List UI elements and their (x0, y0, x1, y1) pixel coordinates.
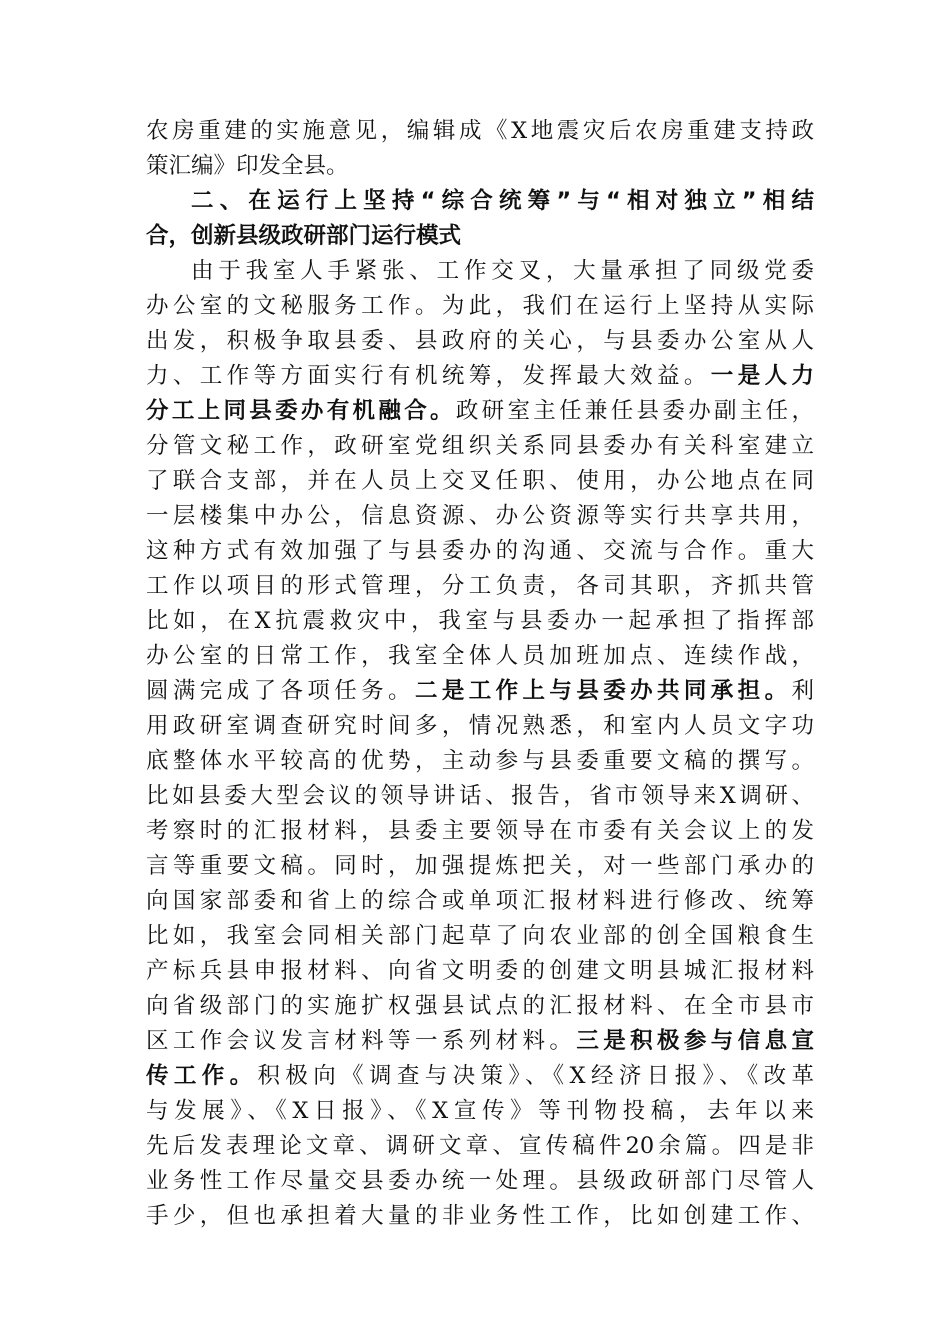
body-line: 比如，在X抗震救灾中，我室与县委办一起承担了指挥部 (146, 608, 814, 634)
body-line: 传工作。积极向《调查与决策》、《X经济日报》、《改革 (146, 1063, 814, 1089)
body-line: 农房重建的实施意见，编辑成《X地震灾后农房重建支持政 (146, 118, 814, 144)
body-line: 由于我室人手紧张、工作交叉，大量承担了同级党委 (191, 258, 814, 284)
bold-point: 分工上同县委办有机融合。 (146, 398, 456, 424)
body-line: 力、工作等方面实行有机统筹，发挥最大效益。一是人力 (146, 363, 814, 389)
body-line: 圆满完成了各项任务。二是工作上与县委办共同承担。利 (146, 678, 814, 704)
body-line: 分管文秘工作，政研室党组织关系同县委办有关科室建立 (146, 433, 814, 459)
body-line: 用政研室调查研究时间多，情况熟悉，和室内人员文字功 (146, 713, 814, 739)
body-line: 出发，积极争取县委、县政府的关心，与县委办公室从人 (146, 328, 814, 354)
bold-point: 二是工作上与县委办共同承担。 (414, 678, 792, 704)
body-line: 办公室的日常工作，我室全体人员加班加点、连续作战， (146, 643, 814, 669)
body-line: 产标兵县申报材料、向省文明委的创建文明县城汇报材料 (146, 958, 814, 984)
body-line: 向国家部委和省上的综合或单项汇报材料进行修改、统筹 (146, 888, 814, 914)
body-line: 与发展》、《X日报》、《X宣传》等刊物投稿，去年以来 (146, 1098, 814, 1124)
body-line: 区工作会议发言材料等一系列材料。三是积极参与信息宣 (146, 1028, 814, 1054)
section-heading: 二、在运行上坚持“综合统筹”与“相对独立”相结 (191, 188, 814, 214)
body-line: 言等重要文稿。同时，加强提炼把关，对一些部门承办的 (146, 853, 814, 879)
bold-point: 三是积极参与信息宣 (576, 1028, 814, 1054)
body-line: 一层楼集中办公，信息资源、办公资源等实行共享共用， (146, 503, 814, 529)
body-line: 分工上同县委办有机融合。政研室主任兼任县委办副主任， (146, 398, 814, 424)
body-line: 比如县委大型会议的领导讲话、报告，省市领导来X调研、 (146, 783, 814, 809)
bold-point: 传工作。 (146, 1063, 258, 1089)
body-line: 底整体水平较高的优势，主动参与县委重要文稿的撰写。 (146, 748, 814, 774)
body-line: 策汇编》印发全县。 (146, 153, 349, 179)
body-line: 向省级部门的实施扩权强县试点的汇报材料、在全市县市 (146, 993, 814, 1019)
body-line: 办公室的文秘服务工作。为此，我们在运行上坚持从实际 (146, 293, 814, 319)
section-heading: 合，创新县级政研部门运行模式 (146, 223, 462, 249)
body-line: 考察时的汇报材料，县委主要领导在市委有关会议上的发 (146, 818, 814, 844)
body-line: 这种方式有效加强了与县委办的沟通、交流与合作。重大 (146, 538, 814, 564)
body-line: 工作以项目的形式管理，分工负责，各司其职，齐抓共管 (146, 573, 814, 599)
body-line: 业务性工作尽量交县委办统一处理。县级政研部门尽管人 (146, 1168, 814, 1194)
body-line: 比如，我室会同相关部门起草了向农业部的创全国粮食生 (146, 923, 814, 949)
body-line: 了联合支部，并在人员上交叉任职、使用，办公地点在同 (146, 468, 814, 494)
body-line: 先后发表理论文章、调研文章、宣传稿件20余篇。四是非 (146, 1133, 814, 1159)
document-body (146, 114, 814, 1234)
bold-point: 一是人力 (710, 363, 814, 389)
body-line: 手少，但也承担着大量的非业务性工作，比如创建工作、 (146, 1203, 814, 1229)
